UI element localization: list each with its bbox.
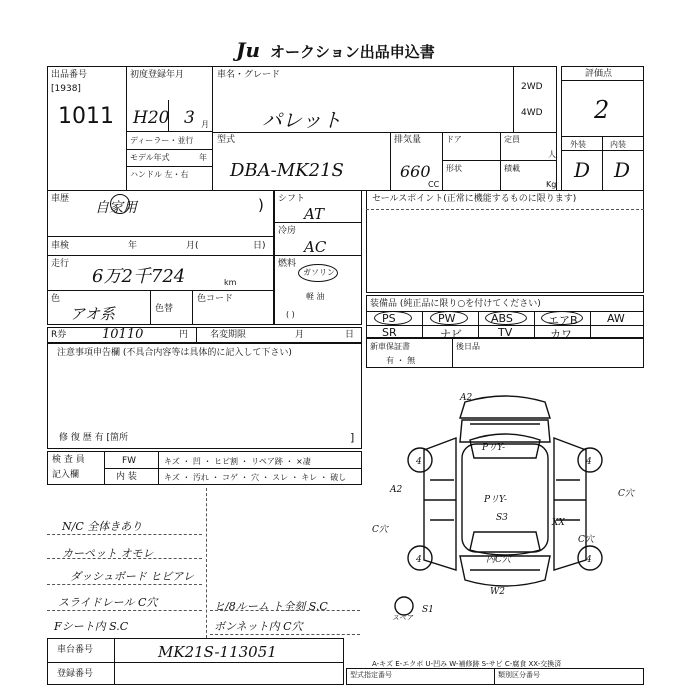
diag-label-spare: スペア <box>392 614 413 620</box>
diag-label-4-rl: 4 <box>416 555 422 565</box>
era-year: H20 <box>133 108 170 128</box>
diag-label-a2-left: A2 <box>390 485 403 495</box>
note-left-1: N/C 全体きあり <box>62 520 143 533</box>
warranty-label: 新車保証書 <box>370 342 410 351</box>
spare-tire-icon <box>395 597 413 615</box>
color-value: アオ系 <box>70 305 115 323</box>
km-unit: km <box>224 278 237 287</box>
car-damage-diagram <box>370 380 640 620</box>
interior-label: 内装 <box>610 140 626 149</box>
equipment-abs: ABS <box>491 312 513 325</box>
note-left-4: スライドレール C穴 <box>58 596 158 609</box>
equipment-aw: AW <box>607 312 625 325</box>
color-label: 色 <box>51 294 61 304</box>
notes-label: 注意事項申告欄 (不具合内容等は具体的に記入して下さい) <box>57 348 292 358</box>
interior-inspect-label: 内 装 <box>116 472 137 482</box>
warranty-value: 有 ・ 無 <box>386 356 416 365</box>
note-right-2: ボンネット内 C穴 <box>214 620 303 633</box>
diag-label-s3: S3 <box>496 513 508 523</box>
r-ticket-value: 10110 <box>102 327 144 342</box>
model-year-label: モデル年式 <box>130 153 170 162</box>
interior-value: D <box>614 158 631 182</box>
r-ticket-row <box>47 327 362 343</box>
diag-label-xx: XX <box>552 518 565 528</box>
year-unit: 年 <box>199 153 207 162</box>
diag-label-inner-c: 内C穴 <box>486 555 511 565</box>
fw-label: FW <box>122 456 137 466</box>
diag-label-putty-top: PリY- <box>482 443 506 453</box>
name-value: パレット <box>262 108 342 132</box>
diag-label-w2: W2 <box>490 587 505 597</box>
equipment-navi: ナビ <box>440 328 462 341</box>
name-label: 車名・グレード <box>217 70 281 80</box>
note-left-5: Fシート内 S.C <box>54 620 129 633</box>
cc-unit: CC <box>428 180 440 189</box>
repair-history: 修 復 歴 有 [箇所 <box>59 433 128 443</box>
displacement-value: 660 <box>400 162 431 181</box>
note-left-2: カーペット オモレ <box>62 547 154 560</box>
inspection-label: 車検 <box>51 241 70 251</box>
diesel-label: 軽 油 <box>306 292 325 301</box>
model-label: 型式 <box>217 135 236 145</box>
loading-label: 積載 <box>504 164 520 173</box>
color-code-label: 色コード <box>197 294 234 304</box>
dealer-label: ディーラー・並行 <box>130 136 194 145</box>
spec-label-2: 類別区分番号 <box>498 671 540 679</box>
mileage-value: 6万2千724 <box>92 266 186 287</box>
diag-label-c-right: C穴 <box>618 489 634 499</box>
r-ticket-label: R券 <box>51 330 67 340</box>
equipment-label: 装備品 (純正品に限り○を付けてください) <box>370 299 541 309</box>
lot-label: 出品番号 <box>51 70 88 80</box>
door-label: ドア <box>446 135 462 144</box>
grade-label: 評価点 <box>585 69 613 79</box>
lot-prefix: [1938] <box>51 84 81 94</box>
model-value: DBA-MK21S <box>230 160 344 181</box>
chassis-label: 車台番号 <box>57 645 94 655</box>
chassis-value: MK21S-113051 <box>158 643 277 661</box>
exterior-value: D <box>574 158 591 182</box>
fuel-value: ガソリン <box>303 268 335 277</box>
logo: Ju <box>236 38 261 62</box>
shape-label: 形状 <box>446 164 462 173</box>
capacity-unit: 人 <box>548 150 556 159</box>
equipment-tv: TV <box>498 326 513 339</box>
history-label: 車歴 <box>51 194 70 204</box>
handle-label: ハンドル 左・右 <box>130 170 189 179</box>
equipment-pw: PW <box>438 312 456 325</box>
diag-label-c-left: C穴 <box>372 525 388 535</box>
reg-number-label: 登録番号 <box>57 669 94 679</box>
diag-label-a2-top: A2 <box>460 393 473 403</box>
sales-point-label: セールスポイント(正常に機能するものに限ります) <box>372 194 577 204</box>
inspector-label: 検 査 員 <box>52 455 85 465</box>
equipment-sr: SR <box>382 326 397 339</box>
shift-value: AT <box>304 205 325 223</box>
kg-unit: Kg <box>546 180 557 189</box>
equipment-airbag: エアB <box>548 314 578 327</box>
reg-month: 3 <box>184 108 195 128</box>
diag-label-4-rr: 4 <box>586 555 592 565</box>
ac-label: 冷房 <box>278 226 297 236</box>
note-right-1: ヒ/8ルーム ト全刻 S.C <box>214 600 328 613</box>
car-front-bumper <box>460 396 550 418</box>
entry-label: 記入欄 <box>52 470 80 480</box>
sales-point-block <box>366 190 644 293</box>
lot-number: 1011 <box>58 104 114 129</box>
damage-legend: A-キズ E-エクボ U-凹み W-補修跡 S-サビ C-腐食 XX-交換済 <box>372 660 562 668</box>
deadline-label: 名変期限 <box>210 330 247 340</box>
ac-value: AC <box>304 238 327 256</box>
diag-label-4-fl: 4 <box>416 457 422 467</box>
history-value: 自家用 <box>95 200 137 216</box>
equipment-leather: カワ <box>550 328 572 341</box>
first-reg-label: 初度登録年月 <box>130 70 185 80</box>
drive-2wd: 2WD <box>521 82 543 92</box>
fuel-label: 燃料 <box>278 259 297 269</box>
shift-label: シフト <box>278 194 306 204</box>
capacity-label: 定員 <box>504 135 520 144</box>
page-title: オークション出品申込書 <box>270 43 435 61</box>
displacement-label: 排気量 <box>394 135 422 145</box>
note-left-3: ダッシュボード ヒビアレ <box>70 570 194 583</box>
mileage-label: 走行 <box>51 259 70 269</box>
month-unit: 月 <box>201 120 209 129</box>
drive-4wd: 4WD <box>521 108 543 118</box>
interior-items: キズ ・ 汚れ ・ コゲ ・ 穴 ・ スレ ・ キレ ・ 破し <box>164 473 347 482</box>
equipment-ps: PS <box>382 312 396 325</box>
diag-label-c-right-lower: C穴 <box>578 535 594 545</box>
diag-label-s1: S1 <box>422 605 434 615</box>
color-change-label: 色替 <box>155 304 174 314</box>
exterior-label: 外装 <box>570 140 586 149</box>
diag-label-putty-mid: PリY- <box>484 495 508 505</box>
spec-label-1: 型式指定番号 <box>350 671 392 679</box>
after-item-label: 後日品 <box>456 342 480 351</box>
diag-label-4-fr: 4 <box>586 457 592 467</box>
grade-value: 2 <box>594 96 610 124</box>
fw-items: キズ ・ 凹 ・ ヒビ割 ・ リペア跡 ・ ×凄 <box>164 457 311 466</box>
